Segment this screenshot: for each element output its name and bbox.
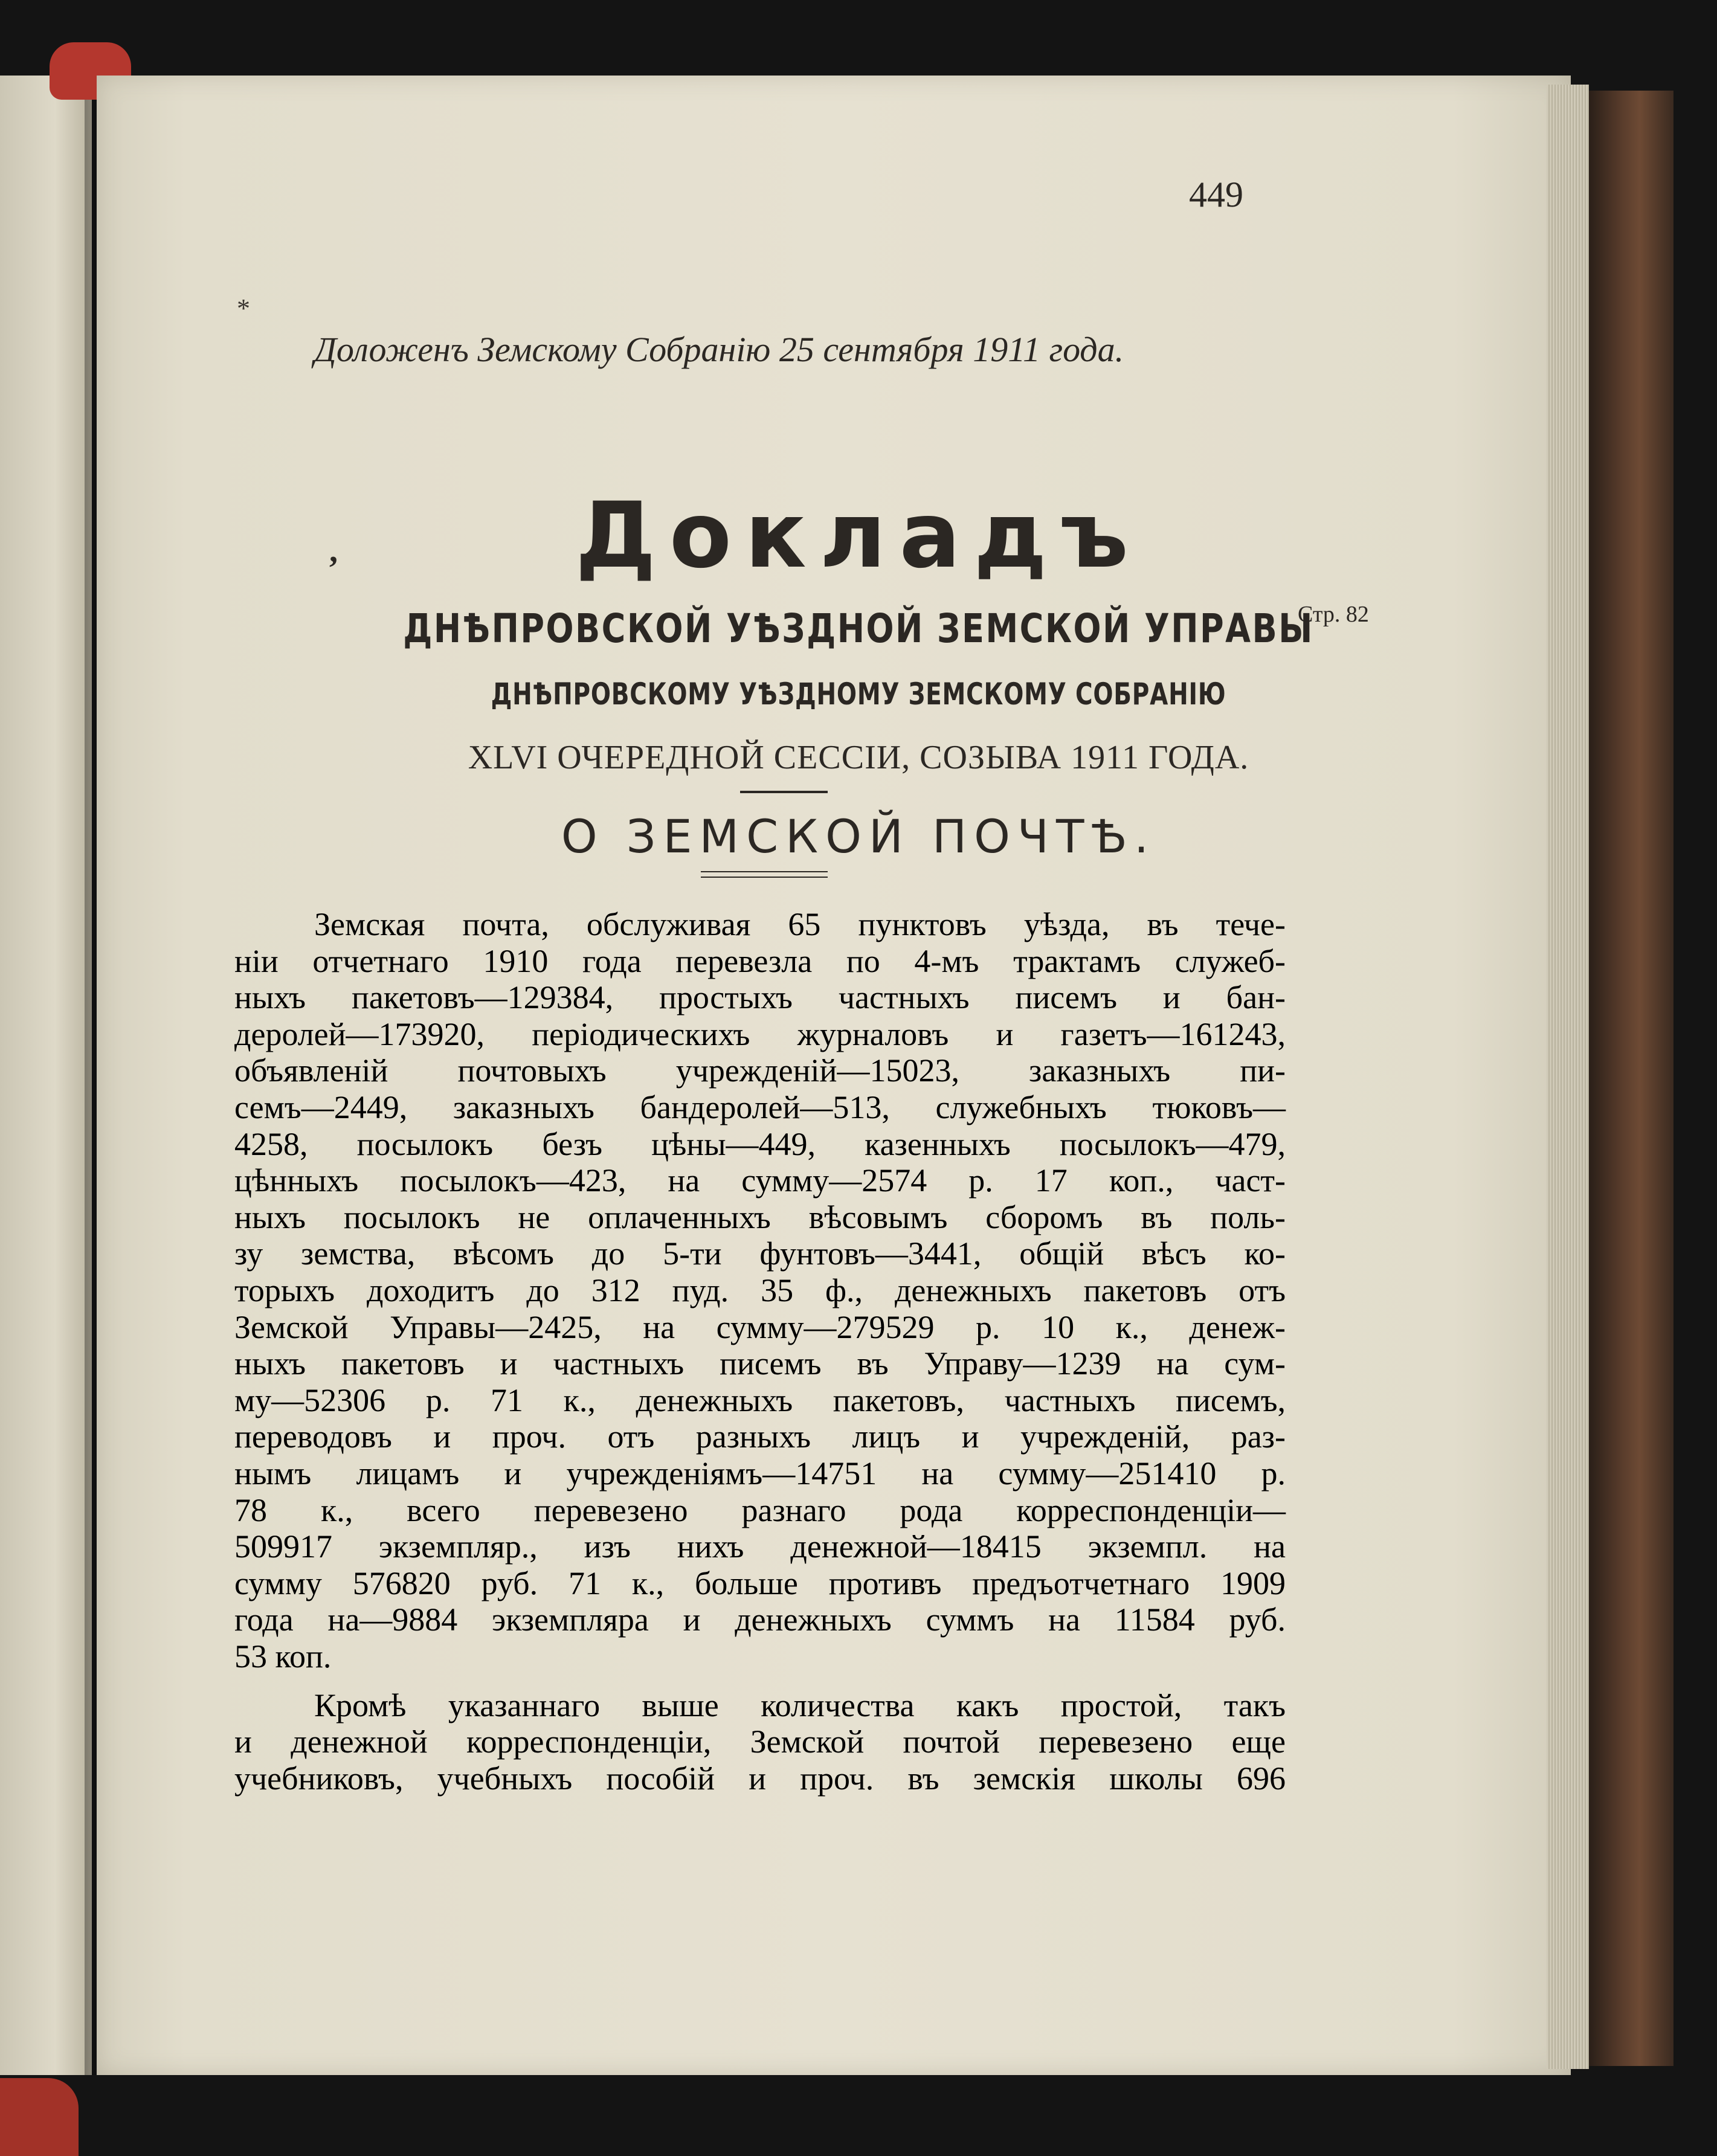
page-number: 449: [1189, 175, 1243, 214]
body-line: му—52306 р. 71 к., денежныхъ пакетовъ, частныхъ писемъ,: [234, 1382, 1286, 1418]
presented-note: Доложенъ Земскому Собранію 25 сентября 1911 года.: [314, 330, 1124, 369]
body-line: торыхъ доходитъ до 312 пуд. 35 ф., денежныхъ пакетовъ отъ: [234, 1272, 1286, 1308]
page-edges: [1547, 85, 1589, 2069]
body-line: 4258, посылокъ безъ цѣны—449, казенныхъ посылокъ—479,: [234, 1125, 1286, 1162]
body-line: ніи отчетнаго 1910 года перевезла по 4-мъ трактамъ служеб-: [234, 942, 1286, 979]
council-heading: ДНѢПРОВСКОЙ УѢЗДНОЙ ЗЕМСКОЙ УПРАВЫ: [403, 605, 1314, 652]
section-title: О ЗЕМСКОЙ ПОЧТѢ.: [561, 809, 1156, 863]
body-line: зу земства, вѣсомъ до 5-ти фунтовъ—3441, общій вѣсъ ко-: [234, 1235, 1286, 1272]
body-line: Земская почта, обслуживая 65 пунктовъ уѣзда, въ тече-: [314, 906, 1286, 942]
body-line: ныхъ пакетовъ—129384, простыхъ частныхъ писемъ и бан-: [234, 979, 1286, 1016]
double-divider-rule: [701, 871, 828, 878]
body-line: деролей—173920, періодическихъ журналовъ и газетъ—161243,: [234, 1015, 1286, 1052]
left-page: [0, 76, 92, 2075]
body-line: ныхъ пакетовъ и частныхъ писемъ въ Управу—1239 на сум-: [234, 1345, 1286, 1382]
body-line: объявленій почтовыхъ учрежденій—15023, заказныхъ пи-: [234, 1052, 1286, 1089]
body-line: нымъ лицамъ и учрежденіямъ—14751 на сумму—251410 р.: [234, 1455, 1286, 1492]
body-line: 509917 экземпляр., изъ нихъ денежной—18415 экземпл. на: [234, 1528, 1286, 1565]
body-line: 53 коп.: [234, 1638, 332, 1675]
body-line: года на—9884 экземпляра и денежныхъ суммъ на 11584 руб.: [234, 1601, 1286, 1638]
body-line: Земской Управы—2425, на сумму—279529 р. 10 к., денеж-: [234, 1308, 1286, 1345]
margin-page-reference: Стр. 82: [1298, 602, 1369, 627]
divider-rule: [740, 791, 828, 793]
body-line: цѣнныхъ посылокъ—423, на сумму—2574 р. 17 коп., част-: [234, 1162, 1286, 1199]
margin-mark: *: [237, 294, 250, 323]
title-mark: ,: [329, 532, 338, 570]
book-cover-edge: [1589, 91, 1674, 2066]
body-line: ныхъ посылокъ не оплаченныхъ вѣсовымъ сборомъ въ поль-: [234, 1199, 1286, 1235]
assembly-heading: ДНѢПРОВСКОМУ УѢЗДНОМУ ЗЕМСКОМУ СОБРАНІЮ: [491, 677, 1226, 712]
body-line: переводовъ и проч. отъ разныхъ лицъ и учрежденій, раз-: [234, 1418, 1286, 1455]
body-line: учебниковъ, учебныхъ пособій и проч. въ земскія школы 696: [234, 1760, 1286, 1797]
body-line: семъ—2449, заказныхъ бандеролей—513, служебныхъ тюковъ—: [234, 1089, 1286, 1125]
body-line: 78 к., всего перевезено разнаго рода корреспонденціи—: [234, 1492, 1286, 1528]
session-heading: XLVI ОЧЕРЕДНОЙ СЕССІИ, СОЗЫВА 1911 ГОДА.: [468, 739, 1249, 776]
body-line: Кромѣ указаннаго выше количества какъ простой, такъ: [314, 1687, 1286, 1723]
document-title: Докладъ: [575, 483, 1142, 588]
bookmark-ribbon-bottom: [0, 2078, 79, 2156]
body-line: и денежной корреспонденціи, Земской почтой перевезено еще: [234, 1723, 1286, 1760]
body-line: сумму 576820 руб. 71 к., больше противъ предъотчетнаго 1909: [234, 1565, 1286, 1601]
